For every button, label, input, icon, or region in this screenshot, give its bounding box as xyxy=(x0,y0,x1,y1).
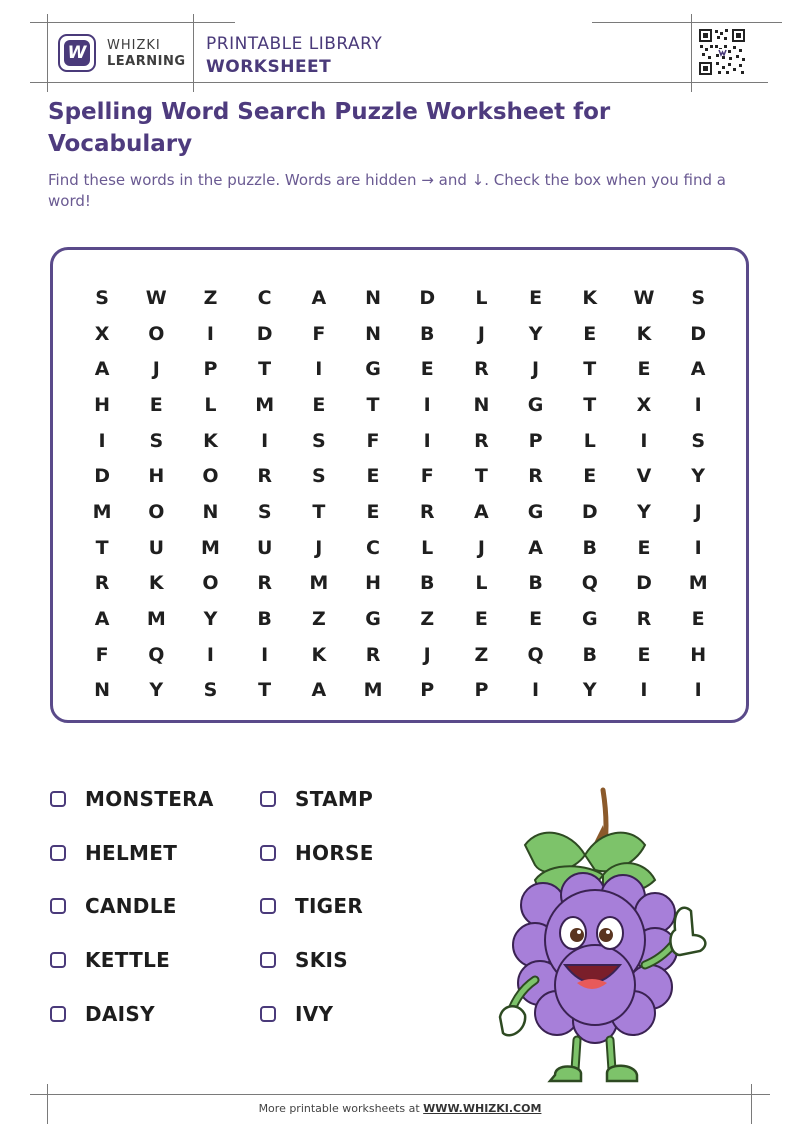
grid-letter[interactable]: M xyxy=(255,393,275,416)
grid-letter[interactable]: G xyxy=(527,393,544,416)
instructions-text: Find these words in the puzzle. Words are hidden → and ↓. Check the box when you find a word! xyxy=(48,171,726,210)
word-label: HELMET xyxy=(85,840,178,865)
grid-letter[interactable]: O xyxy=(148,322,165,345)
grid-letter[interactable]: A xyxy=(94,358,110,381)
page-title: Spelling Word Search Puzzle Worksheet for Vocabulary xyxy=(48,99,611,157)
grid-letter[interactable]: T xyxy=(95,536,109,559)
footer-link[interactable]: WWW.WHIZKI.COM xyxy=(423,1102,542,1115)
grid-letter[interactable]: J xyxy=(477,536,485,559)
grid-letter[interactable]: K xyxy=(148,572,164,595)
grid-letter[interactable]: I xyxy=(315,358,323,381)
grid-letter[interactable]: Q xyxy=(148,643,165,666)
grid-letter[interactable]: I xyxy=(423,393,431,416)
grid-letter[interactable]: I xyxy=(206,643,214,666)
grid-letter[interactable]: F xyxy=(366,429,380,452)
word-item xyxy=(50,891,177,921)
grid-letter[interactable]: S xyxy=(95,286,109,309)
grid-letter[interactable]: Y xyxy=(582,679,597,702)
grid-letter[interactable]: K xyxy=(636,322,652,345)
header-vertical-line-left xyxy=(47,14,48,92)
word-item xyxy=(260,784,373,814)
grid-letter[interactable]: T xyxy=(583,358,597,381)
grid-letter[interactable]: I xyxy=(423,429,431,452)
grid-letter[interactable]: S xyxy=(691,429,705,452)
grid-letter[interactable]: E xyxy=(529,608,543,631)
grid-letter[interactable]: X xyxy=(94,322,110,345)
grid-letter[interactable]: W xyxy=(633,286,655,309)
grid-letter[interactable]: L xyxy=(475,286,488,309)
word-label: SKIS xyxy=(295,948,348,973)
grid-letter[interactable]: L xyxy=(204,393,217,416)
word-checkbox[interactable] xyxy=(50,791,66,807)
word-checkbox[interactable] xyxy=(50,1006,66,1022)
grid-letter[interactable]: D xyxy=(256,322,273,345)
footer-line xyxy=(30,1094,770,1095)
grid-letter[interactable]: D xyxy=(690,322,707,345)
grid-letter[interactable]: J xyxy=(477,322,485,345)
brand-name-bottom: LEARNING xyxy=(107,54,186,69)
grid-letter[interactable]: R xyxy=(636,608,652,631)
grid-letter[interactable]: A xyxy=(528,536,543,559)
library-label: PRINTABLE LIBRARY xyxy=(206,34,383,54)
grid-letter[interactable]: N xyxy=(202,500,219,523)
grid-letter[interactable]: H xyxy=(690,643,707,666)
word-checkbox[interactable] xyxy=(260,1006,276,1022)
word-item xyxy=(50,945,170,975)
grid-letter[interactable]: G xyxy=(581,608,598,631)
word-item xyxy=(50,838,177,868)
grid-letter[interactable]: P xyxy=(420,679,435,702)
grid-letter[interactable]: E xyxy=(637,643,651,666)
grid-letter[interactable]: D xyxy=(581,500,598,523)
grid-letter[interactable]: G xyxy=(365,608,381,631)
grid-letter[interactable]: J xyxy=(423,643,431,666)
grid-letter[interactable]: C xyxy=(366,536,380,559)
worksheet-label: WORKSHEET xyxy=(206,57,332,77)
grid-letter[interactable]: E xyxy=(366,500,380,523)
grid-letter[interactable]: N xyxy=(94,679,111,702)
word-item xyxy=(260,945,348,975)
qr-code-icon[interactable] xyxy=(698,28,746,76)
grid-letter[interactable]: N xyxy=(365,286,381,309)
grid-letter[interactable]: E xyxy=(637,358,651,381)
grid-letter[interactable]: I xyxy=(694,536,702,559)
grid-letter[interactable]: I xyxy=(261,429,269,452)
grid-letter[interactable]: R xyxy=(257,572,272,595)
grid-letter[interactable]: I xyxy=(532,679,540,702)
grid-letter[interactable]: O xyxy=(202,572,219,595)
footer-prefix: More printable worksheets at xyxy=(258,1102,424,1115)
footer-text xyxy=(0,1102,800,1115)
grid-letter[interactable]: S xyxy=(203,679,218,702)
grid-letter[interactable]: R xyxy=(94,572,110,595)
grid-letter[interactable]: J xyxy=(694,500,702,523)
grid-letter[interactable]: C xyxy=(257,286,272,309)
grid-letter[interactable]: A xyxy=(690,358,706,381)
grid-letter[interactable]: R xyxy=(257,465,272,488)
word-label: DAISY xyxy=(85,1001,155,1026)
grid-letter[interactable]: N xyxy=(473,393,490,416)
word-checkbox[interactable] xyxy=(260,791,276,807)
word-search-grid xyxy=(75,280,725,708)
grid-letter[interactable]: K xyxy=(582,286,598,309)
grid-letter[interactable]: E xyxy=(637,536,651,559)
grid-letter[interactable]: I xyxy=(98,429,106,452)
grid-letter[interactable]: E xyxy=(583,465,597,488)
grid-letter[interactable]: I xyxy=(261,643,269,666)
grid-letter[interactable]: F xyxy=(95,643,109,666)
grid-letter[interactable]: A xyxy=(94,608,110,631)
grid-letter[interactable]: Y xyxy=(149,679,164,702)
word-label: KETTLE xyxy=(85,948,171,973)
grid-letter[interactable]: Y xyxy=(203,608,218,631)
grid-letter[interactable]: S xyxy=(312,429,326,452)
grid-letter[interactable]: T xyxy=(312,500,326,523)
grid-letter[interactable]: X xyxy=(636,393,652,416)
grid-letter[interactable]: R xyxy=(365,643,381,666)
grid-letter[interactable]: I xyxy=(206,322,214,345)
word-checkbox[interactable] xyxy=(50,898,66,914)
grid-letter[interactable]: A xyxy=(311,286,327,309)
grid-letter[interactable]: E xyxy=(583,322,597,345)
word-label: MONSTERA xyxy=(85,787,214,811)
grid-letter[interactable]: B xyxy=(257,608,272,631)
grid-letter[interactable]: E xyxy=(420,358,434,381)
word-checkbox[interactable] xyxy=(260,898,276,914)
grid-letter[interactable]: R xyxy=(419,500,435,523)
grid-letter[interactable]: R xyxy=(474,429,489,452)
grid-letter[interactable]: F xyxy=(312,322,326,345)
grid-letter[interactable]: M xyxy=(688,572,708,595)
header-top-line-left xyxy=(30,22,235,23)
word-label: STAMP xyxy=(295,787,374,811)
grid-letter[interactable]: E xyxy=(312,393,326,416)
grid-letter[interactable]: Q xyxy=(581,572,598,595)
grid-letter[interactable]: I xyxy=(694,393,702,416)
grid-letter[interactable]: S xyxy=(312,465,326,488)
grid-letter[interactable]: B xyxy=(419,572,435,595)
grid-letter[interactable]: G xyxy=(365,358,381,381)
header-top-line-right xyxy=(592,22,782,23)
word-item xyxy=(260,999,333,1029)
word-item xyxy=(260,891,363,921)
grid-letter[interactable]: J xyxy=(152,358,160,381)
word-label: TIGER xyxy=(295,894,364,919)
logo-letter: W xyxy=(64,40,90,66)
grid-letter[interactable]: Y xyxy=(528,322,543,345)
grid-letter[interactable]: H xyxy=(94,393,111,416)
grid-letter[interactable]: U xyxy=(256,536,273,559)
grid-letter[interactable]: T xyxy=(583,393,597,416)
grid-letter[interactable]: M xyxy=(92,500,112,523)
grid-letter[interactable]: D xyxy=(419,286,436,309)
grid-letter[interactable]: U xyxy=(148,536,164,559)
grid-letter[interactable]: E xyxy=(691,608,705,631)
grid-letter[interactable]: H xyxy=(148,465,165,488)
whizki-logo[interactable] xyxy=(58,34,96,72)
grid-letter[interactable]: I xyxy=(694,679,702,702)
grid-letter[interactable]: J xyxy=(532,358,540,381)
grid-letter[interactable]: E xyxy=(529,286,543,309)
grid-letter[interactable]: P xyxy=(528,429,543,452)
grid-letter[interactable]: O xyxy=(202,465,219,488)
grid-letter[interactable]: L xyxy=(421,536,434,559)
grid-letter[interactable]: Z xyxy=(420,608,435,631)
grid-letter[interactable]: F xyxy=(420,465,434,488)
grid-letter[interactable]: S xyxy=(691,286,705,309)
grid-letter[interactable]: H xyxy=(365,572,381,595)
grid-letter[interactable]: M xyxy=(146,608,166,631)
word-label: IVY xyxy=(295,1001,334,1026)
grid-letter[interactable]: L xyxy=(475,572,488,595)
grid-letter[interactable]: Y xyxy=(691,465,706,488)
header-vertical-line-right xyxy=(691,14,692,92)
grid-letter[interactable]: K xyxy=(311,643,327,666)
grid-letter[interactable]: I xyxy=(640,679,648,702)
grid-letter[interactable]: B xyxy=(582,643,598,666)
word-label: HORSE xyxy=(295,840,374,865)
grid-letter[interactable]: I xyxy=(640,429,648,452)
grid-letter[interactable]: D xyxy=(636,572,652,595)
grid-letter[interactable]: E xyxy=(149,393,163,416)
grid-letter[interactable]: Y xyxy=(637,500,651,523)
grid-letter[interactable]: B xyxy=(528,572,543,595)
grid-letter[interactable]: P xyxy=(474,679,489,702)
grid-letter[interactable]: Q xyxy=(527,643,544,666)
grid-letter[interactable]: T xyxy=(258,358,272,381)
word-checkbox[interactable] xyxy=(260,845,276,861)
grid-letter[interactable]: B xyxy=(419,322,435,345)
grid-letter[interactable]: R xyxy=(474,358,489,381)
grid-letter[interactable]: M xyxy=(309,572,329,595)
grid-letter[interactable]: M xyxy=(363,679,383,702)
grid-letter[interactable]: A xyxy=(311,679,327,702)
word-checkbox[interactable] xyxy=(50,845,66,861)
grid-letter[interactable]: W xyxy=(145,286,167,309)
word-item xyxy=(260,838,374,868)
word-checkbox[interactable] xyxy=(50,952,66,968)
word-checkbox[interactable] xyxy=(260,952,276,968)
grid-letter[interactable]: P xyxy=(203,358,218,381)
grid-letter[interactable]: S xyxy=(149,429,164,452)
grid-letter[interactable]: N xyxy=(365,322,381,345)
word-label: CANDLE xyxy=(85,894,177,919)
grid-letter[interactable]: Z xyxy=(311,608,326,631)
grape-mascot-illustration xyxy=(495,785,725,1085)
grid-letter[interactable]: M xyxy=(201,536,220,559)
word-item xyxy=(50,784,214,814)
grid-letter[interactable]: E xyxy=(474,608,488,631)
grid-letter[interactable]: B xyxy=(582,536,598,559)
grid-letter[interactable]: A xyxy=(474,500,489,523)
grid-letter[interactable]: L xyxy=(583,429,596,452)
grid-letter[interactable]: G xyxy=(527,500,544,523)
grid-letter[interactable]: S xyxy=(257,500,272,523)
grid-letter[interactable]: Z xyxy=(474,643,489,666)
header-vertical-line-mid xyxy=(193,14,194,92)
grid-letter[interactable]: O xyxy=(148,500,165,523)
grid-letter[interactable]: E xyxy=(366,465,380,488)
grid-letter[interactable]: T xyxy=(258,679,272,702)
grid-letter[interactable]: D xyxy=(94,465,110,488)
word-item xyxy=(50,999,155,1029)
grid-letter[interactable]: T xyxy=(474,465,488,488)
grid-letter[interactable]: J xyxy=(315,536,323,559)
header-divider-line xyxy=(30,82,768,83)
brand-name-top: WHIZKI xyxy=(107,38,161,53)
grid-letter[interactable]: T xyxy=(366,393,380,416)
grid-letter[interactable]: K xyxy=(203,429,218,452)
grid-letter[interactable]: V xyxy=(636,465,652,488)
grid-letter[interactable]: R xyxy=(528,465,543,488)
grid-letter[interactable]: Z xyxy=(203,286,218,309)
